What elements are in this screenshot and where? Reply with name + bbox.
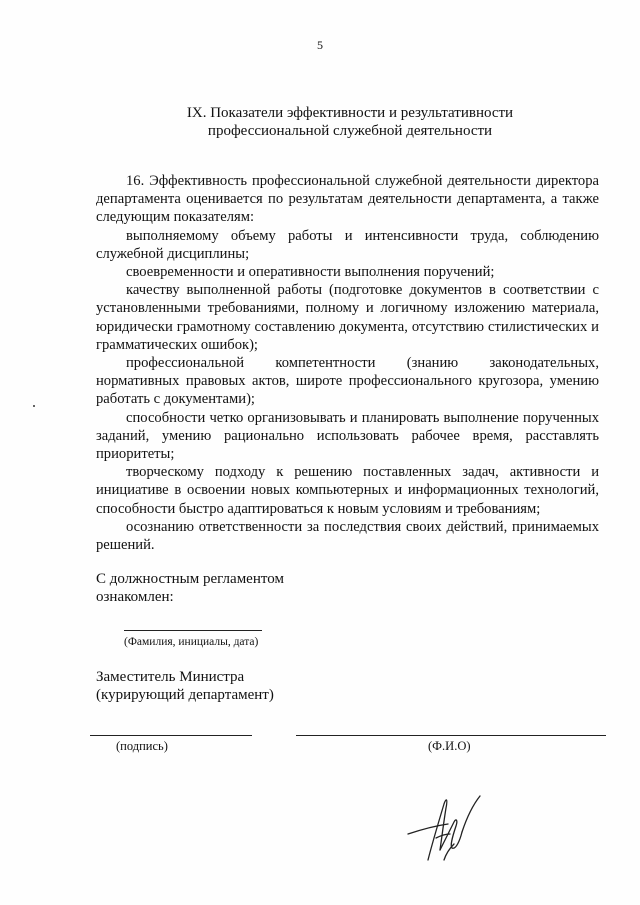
acknowledgement-text — [96, 570, 284, 606]
heading-line-2: профессиональной служебной деятельности — [207, 123, 493, 139]
deputy-department: (курирующий департамент) — [96, 687, 274, 703]
signature-line — [90, 735, 252, 736]
paragraph-16: 16. Эффективность профессиональной служебной деятельности директора департамента оценивается по результатам деятельности департамента, а также следующим показателям: — [96, 173, 599, 226]
page-number: 5 — [317, 38, 323, 52]
full-name-line — [296, 735, 606, 736]
name-date-caption: (Фамилия, инициалы, дата) — [124, 636, 259, 648]
handwritten-signature-icon — [400, 790, 490, 870]
list-item: своевременности и оперативности выполнения поручений; — [126, 264, 495, 281]
list-item: осознанию ответственности за последствия своих действий, принимаемых решений. — [96, 518, 599, 554]
section-heading — [60, 104, 640, 140]
list-item: качеству выполненной работы (подготовке документов в соответствии с установленными требованиями, полному и логичному изложению материала, юридически грамотному составлению документа, отсутствию стилистических и грамматических ошибок); — [96, 282, 599, 353]
scan-mark — [33, 405, 35, 407]
list-item: выполняемому объему работы и интенсивности труда, соблюдению служебной дисциплины; — [96, 227, 599, 262]
deputy-minister-block — [96, 668, 274, 704]
full-name-caption: (Ф.И.О) — [428, 739, 471, 753]
list-item: способности четко организовывать и планировать выполнение порученных заданий, умению рационально использовать рабочее время, расставлять приоритеты; — [96, 409, 599, 463]
heading-line-1: IX. Показатели эффективности и результативности — [186, 105, 514, 121]
name-date-line — [124, 630, 262, 631]
list-item: творческому подходу к решению поставленных задач, активности и инициативе в освоении новых компьютерных и информационных технологий, способности быстро адаптироваться к новым условиям и требованиям; — [96, 464, 599, 517]
acknowledgement-line-1: С должностным регламентом — [96, 571, 284, 587]
list-item: профессиональной компетентности (знанию законодательных, нормативных правовых актов, широте профессионального кругозора, умению работать с документами); — [96, 355, 599, 408]
document-body — [96, 172, 599, 554]
signature-caption: (подпись) — [116, 739, 168, 753]
deputy-title: Заместитель Министра — [96, 669, 245, 685]
acknowledgement-line-2: ознакомлен: — [96, 589, 174, 605]
